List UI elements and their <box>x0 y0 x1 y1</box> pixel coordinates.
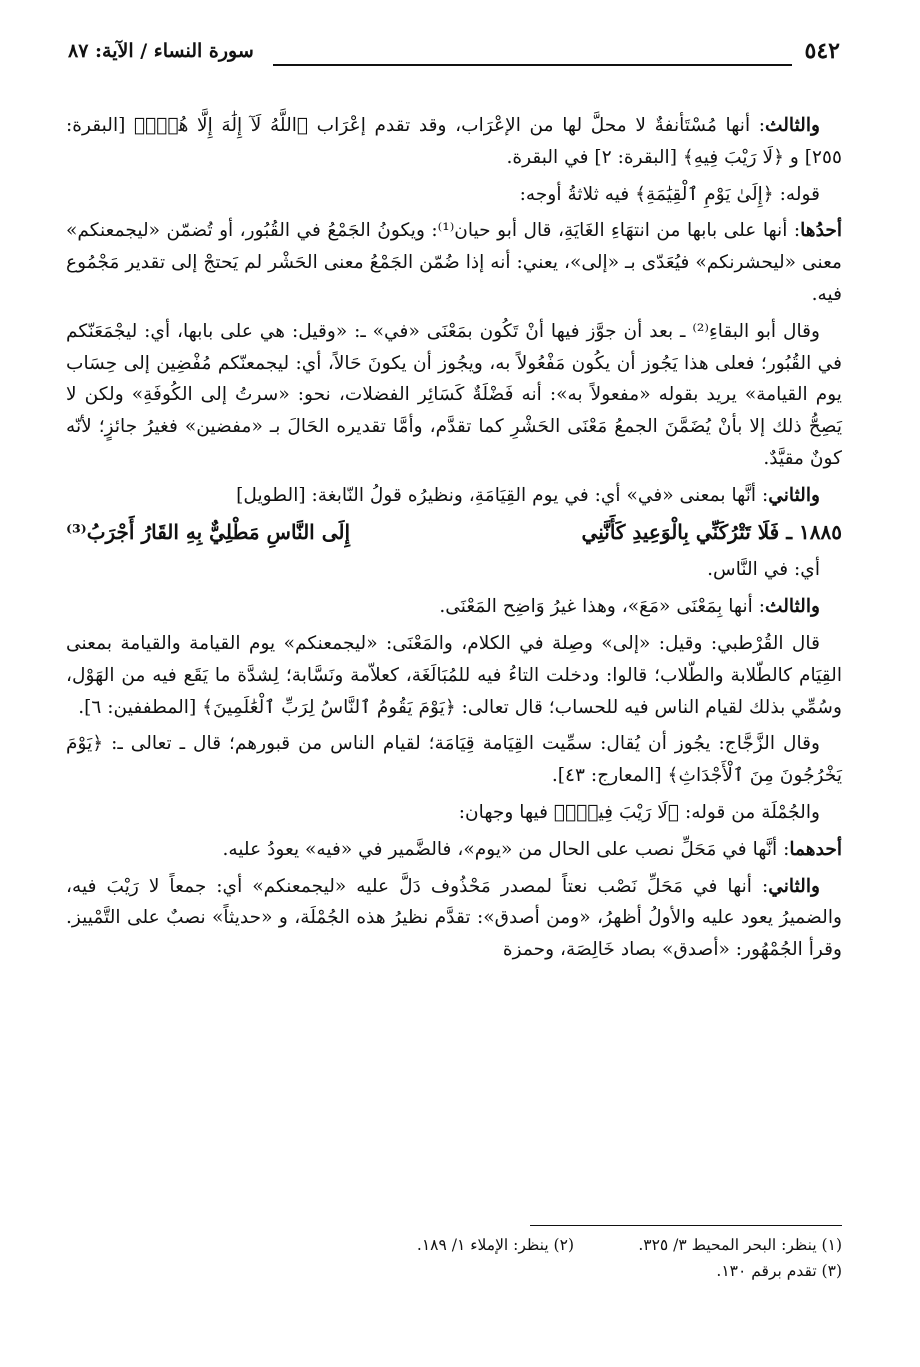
paragraph-label: أحدهما <box>789 838 842 860</box>
verse-first-hemistich <box>582 517 842 549</box>
page-number: ٥٤٢ <box>804 38 840 64</box>
paragraph-text: وقال الزَّجَّاج: يجُوز أن يُقال: سمِّيت القِيَامة قِيَامَة؛ لقيام الناس من قبورهم؛ قال ـ تعالى ـ: ﴿يَوْمَ يَخْرُجُونَ مِنَ ٱلْأَجْدَاثِ﴾ [المعارج: ٤٣]. <box>66 733 842 787</box>
footnote-3: (٣) تقدم برقم ١٣٠. <box>716 1262 842 1280</box>
footnote-2: (٢) ينظر: الإملاء ١/ ١٨٩. <box>416 1236 574 1254</box>
paragraph-zajjaj <box>66 728 842 792</box>
footnotes <box>70 1225 842 1284</box>
paragraph-text: : أنها بِمَعْنَى «مَعَ»، وهذا غيرُ وَاضِح المَعْنَى. <box>439 596 765 618</box>
verse-number: ١٨٨٥ ـ <box>786 519 842 544</box>
poetry-verse <box>66 517 842 549</box>
paragraph-text: أي: في النَّاس. <box>707 559 820 581</box>
paragraph-text: قوله: ﴿إِلَىٰ يَوْمِ ٱلْقِيَٰمَةِ﴾ فيه ثلاثةُ أوجه: <box>519 183 820 205</box>
paragraph-label: أحدُها <box>800 220 842 242</box>
paragraph-label: والثاني <box>768 484 820 506</box>
paragraph-first-view <box>66 834 842 866</box>
paragraph-text: قال القُرْطبي: وقيل: «إلى» وصِلة في الكلام، والمَعْنَى: «ليجمعنكم» يوم القيامة والقيامة بمعنى القِيَام كالطّلابة والطّلاب؛ قالوا: ودخلت التاءُ فيه للمُبَالَغَة، كعلاّمة ونَسَّابة؛ لِشدَّة ما يَقَع فيه من الهَوْل، وسُمِّي بذلك لقيام الناس فيه للحساب؛ قال تعالى: ﴿يَوْمَ يَقُومُ ٱلنَّاسُ لِرَبِّ ٱلْعَٰلَمِينَ﴾ [المطففين: ٦]. <box>66 632 842 718</box>
paragraph-label: والثاني <box>768 875 820 897</box>
header-rule <box>273 64 792 66</box>
paragraph-text: وقال أبو البقاءِ⁽²⁾ ـ بعد أن جوَّز فيها أنْ تَكُون بمَعْنَى «في» ـ: «وقيل: هي على بابها، أي: ليجْمَعَنّكم في القُبُور؛ فعلى هذا يَجُوز أن يكُون مَفْعُولاً به، ويجُوز أن يكونَ حَالاً، أي: ليجمعنّكم مُفْضِين إلى حِسَاب يوم القيامة» يريد بقوله «مفعولاً به»: أنه فَضْلَةٌ كَسَائِر الفضلات، نحو: «سرتُ إلى الكُوفَةِ» ولكن لا يَصِحُّ ذلك إلا بأنْ يُضَمَّنَ الجمعُ مَعْنَى الحَشْرِ كما تقدَّم، وأمَّا تقديره الحَالَ بـ «مفضين» فغيرُ جائزٍ؛ لأنّه كونٌ مقيَّدٌ. <box>66 320 842 469</box>
paragraph-text: والجُمْلَة من قوله: ﴿لَا رَيْبَ فِيهِۚ﴾ فيها وجهان: <box>458 801 820 823</box>
paragraph-text: : أنها مُسْتَأنفةٌ لا محلَّ لها من الإعْرَاب، وقد تقدم إعْرَاب ﴿اللَّهُ لَآ إِلَٰهَ إِلَّا هُوَۚ﴾ [البقرة: ٢٥٥] و ﴿لَا رَيْبَ فِيهِ﴾ [البقرة: ٢] في البقرة. <box>66 115 842 168</box>
footnote-row <box>70 1258 842 1284</box>
paragraph-first-aspect <box>66 215 842 310</box>
verse-first-text: فَلَا تَتْرُكَنِّي بِالْوَعِيدِ كَأَنَّنِي <box>581 519 780 544</box>
paragraph-intro <box>66 179 842 211</box>
verse-second-hemistich: إِلَى النَّاسِ مَطْلِيٌّ بِهِ القَارُ أَجْرَبُ⁽³⁾ <box>66 519 351 544</box>
paragraph-note <box>66 554 842 586</box>
paragraph-text: : أنها على بابها من انتهَاءِ الغَايَةِ، قال أبو حيان⁽¹⁾: ويكونُ الجَمْعُ في القُبُور، أو تُضمّن «ليجمعنكم» معنى «ليحشرنكم» فيُعَدّى بـ «إلى»، يعني: أنه إذا ضُمّن الجَمْعُ معنى الحَشْر لم يَحتجْ إلى تقدير مَجْمُوع فيه. <box>66 220 842 305</box>
page-header <box>68 38 840 74</box>
footnote-1: (١) ينظر: البحر المحيط ٣/ ٣٢٥. <box>638 1236 842 1254</box>
paragraph-text: : أنَّها بمعنى «في» أي: في يوم القِيَامَةِ، ونظيرُه قولُ النّابغة: [الطويل] <box>236 484 769 506</box>
paragraph-label: والثالث <box>764 596 820 618</box>
paragraph-third-aspect <box>66 591 842 623</box>
paragraph-third-opinion <box>66 110 842 174</box>
paragraph-clause <box>66 797 842 829</box>
paragraph-abu-baqa <box>66 316 842 475</box>
running-title: سورة النساء / الآية: ٨٧ <box>68 40 254 62</box>
paragraph-second-aspect <box>66 480 842 512</box>
paragraph-text: : أنَّها في مَحَلِّ نصب على الحال من «يوم»، فالضَّمير في «فيه» يعودُ عليه. <box>222 838 790 860</box>
paragraph-second-view <box>66 871 842 966</box>
footnote-row <box>70 1232 842 1258</box>
paragraph-qurtubi <box>66 628 842 723</box>
footnote-rule <box>530 1225 842 1226</box>
paragraph-label: والثالث <box>764 115 820 136</box>
main-text <box>66 110 842 971</box>
paragraph-text: : أنها في مَحَلِّ نَصْب نعتاً لمصدر مَحْذُوف دَلَّ عليه «ليجمعنكم» أي: جمعاً لا رَيْبَ فيه، والضميرُ يعود عليه والأولُ أظهرُ، «ومن أصدق»: تقدَّم نظيرُ هذه الجُمْلَة، و «حديثاً» نصبٌ على التَّمْييز. وقرأ الجُمْهُور: «أصدق» بصاد خَالِصَة، وحمزة <box>66 875 842 961</box>
